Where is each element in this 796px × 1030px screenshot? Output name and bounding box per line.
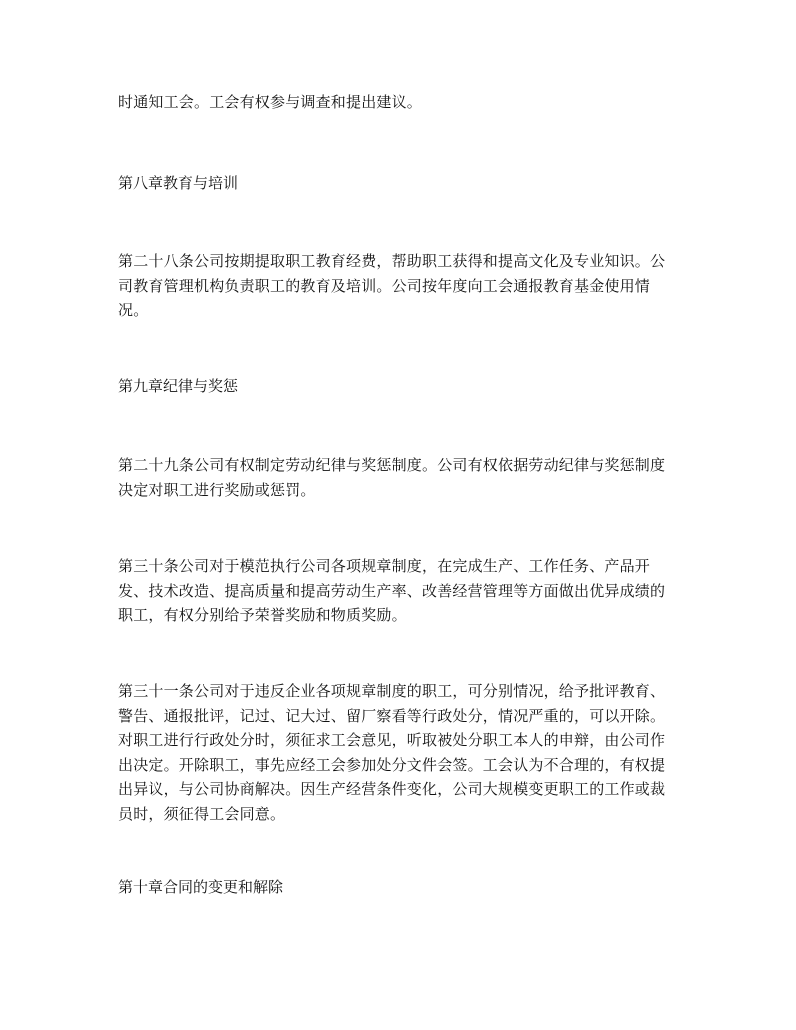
chapter-heading-discipline: 第九章纪律与奖惩 <box>118 377 239 395</box>
text-line: 第三十一条公司对于违反企业各项规章制度的职工，可分别情况，给予批评教育、 <box>118 682 666 700</box>
text-line: 时通知工会。工会有权参与调查和提出建议。 <box>118 93 423 111</box>
text-line: 出决定。开除职工，事先应经工会参加处分文件会签。工会认为不合理的，有权提 <box>118 755 666 774</box>
text-line: 决定对职工进行奖励或惩罚。 <box>118 480 316 499</box>
text-line: 司教育管理机构负责职工的教育及培训。公司按年度向工会通报教育基金使用情 <box>118 276 651 295</box>
paragraph-article-30 <box>118 554 683 628</box>
paragraph-article-31 <box>118 679 683 826</box>
chapter-heading-contract: 第十章合同的变更和解除 <box>118 878 284 896</box>
text-line: 发、技术改造、提高质量和提高劳动生产率、改善经营管理等方面做出优异成绩的 <box>118 581 666 600</box>
paragraph-union-investigation <box>118 90 683 115</box>
chapter-heading-education: 第八章教育与培训 <box>118 174 239 192</box>
paragraph-article-29 <box>118 453 683 502</box>
text-line: 员时，须征得工会同意。 <box>118 804 286 823</box>
paragraph-article-28 <box>118 249 683 323</box>
text-line: 第三十条公司对于模范执行公司各项规章制度，在完成生产、工作任务、产品开 <box>118 557 651 575</box>
text-line: 况。 <box>118 301 149 319</box>
text-line: 第二十八条公司按期提取职工教育经费，帮助职工获得和提高文化及专业知识。公 <box>118 252 666 270</box>
text-line: 出异议，与公司协商解决。因生产经营条件变化，公司大规模变更职工的工作或裁 <box>118 780 666 798</box>
text-line: 职工，有权分别给予荣誉奖励和物质奖励。 <box>118 606 407 624</box>
text-line: 警告、通报批评，记过、记大过、留厂察看等行政处分，情况严重的，可以开除。 <box>118 706 666 725</box>
text-line: 对职工进行行政处分时，须征求工会意见，听取被处分职工本人的申辩，由公司作 <box>118 731 666 749</box>
text-line: 第二十九条公司有权制定劳动纪律与奖惩制度。公司有权依据劳动纪律与奖惩制度 <box>118 456 666 474</box>
